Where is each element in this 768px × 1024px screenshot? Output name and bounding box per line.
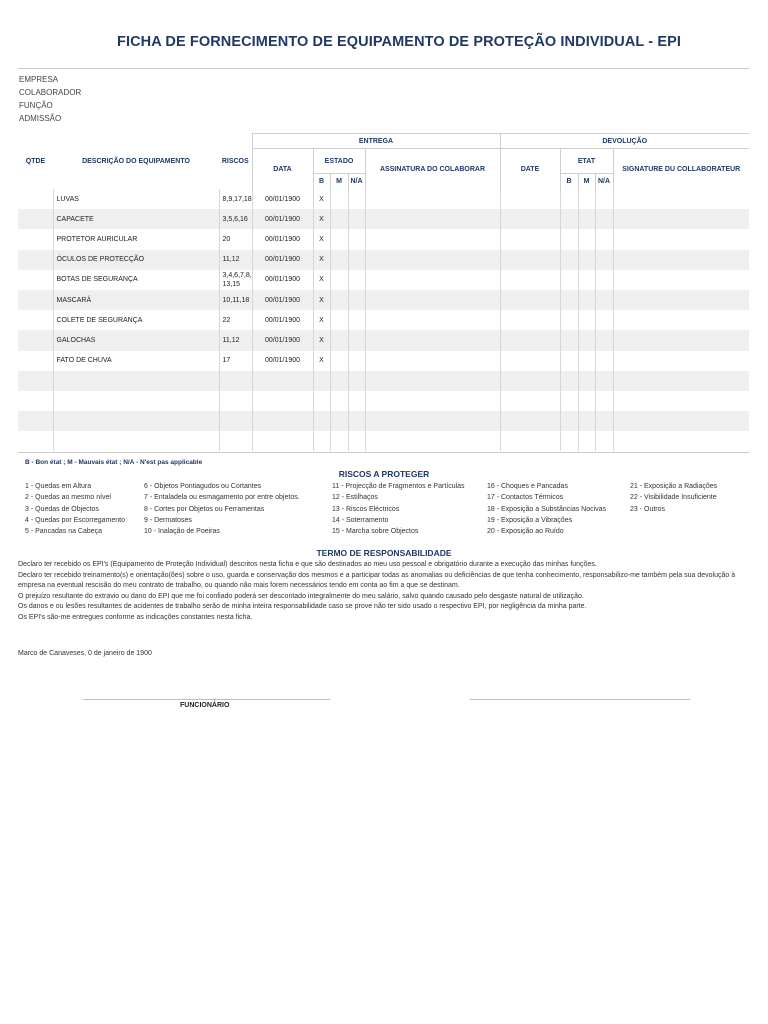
riscos-cell: 20 [219, 229, 252, 249]
estado-na-cell [348, 189, 365, 209]
page-title: FICHA DE FORNECIMENTO DE EQUIPAMENTO DE PROTEÇÃO INDIVIDUAL - EPI [117, 34, 681, 50]
descricao-cell [53, 371, 219, 391]
etat-b-cell [560, 250, 578, 270]
estado-m-cell [330, 411, 348, 431]
etat-na-cell [595, 351, 613, 371]
qtde-cell [18, 250, 53, 270]
col-header-etat: ETAT [560, 149, 613, 174]
etat-na-cell [595, 189, 613, 209]
colaborador-label: COLABORADOR [19, 88, 82, 97]
estado-m-cell [330, 310, 348, 330]
termo-paragraph: Os danos e ou lesões resultantes de acidentes de trabalho serão de minha inteira responsabilidade caso se prove não ter sido usado o respectivo EPI, por negligência da minha parte. [18, 603, 587, 610]
etat-b-cell [560, 371, 578, 391]
descricao-cell [53, 391, 219, 411]
termo-paragraph: Os EPI's são-me entregues conforme as indicações constantes nesta ficha. [18, 613, 253, 621]
table-row [18, 310, 749, 330]
col-header-qtde: QTDE [18, 134, 53, 190]
date-cell [500, 371, 560, 391]
descricao-cell: COLETE DE SEGURANÇA [53, 310, 219, 330]
data-cell: 00/01/1900 [252, 189, 313, 209]
col-header-riscos: RISCOS [219, 134, 252, 190]
estado-m-cell [330, 431, 348, 451]
estado-na-cell [348, 250, 365, 270]
riscos-column [630, 481, 717, 515]
estado-na-cell [348, 209, 365, 229]
etat-na-cell [595, 411, 613, 431]
qtde-cell [18, 371, 53, 391]
riscos-cell: 3,4,6,7,8, 13,15 [219, 270, 252, 290]
estado-m-cell [330, 371, 348, 391]
etat-m-cell [578, 310, 595, 330]
data-cell: 00/01/1900 [252, 209, 313, 229]
estado-na-cell [348, 411, 365, 431]
estado-m-cell [330, 290, 348, 310]
riscos-cell: 3,5,6,16 [219, 209, 252, 229]
etat-m-cell [578, 189, 595, 209]
qtde-cell [18, 330, 53, 350]
etat-na-cell [595, 431, 613, 451]
termo-paragraph: O prejuízo resultante do extravio ou dano do EPI que me foi confiado poderá ser descontado integralmente do meu salário, salvo quando causado pelo desgaste natural de utilização. [18, 592, 584, 600]
riscos-title: RISCOS A PROTEGER [338, 469, 430, 479]
qtde-cell [18, 351, 53, 371]
etat-b-cell [560, 229, 578, 249]
etat-na-cell [595, 229, 613, 249]
signature-label: FUNCIONÁRIO [180, 702, 230, 709]
signature-line-empresa [470, 699, 690, 700]
estado-m-cell [330, 250, 348, 270]
etat-na-cell [595, 270, 613, 290]
estado-na-cell [348, 270, 365, 290]
riscos-cell: 22 [219, 310, 252, 330]
etat-na-cell [595, 371, 613, 391]
date-cell [500, 250, 560, 270]
termo-text [18, 560, 753, 623]
signature-cell [613, 270, 749, 290]
risk-item: 6 - Objetos Pontiagudos ou Cortantes [144, 483, 262, 490]
data-cell: 00/01/1900 [252, 250, 313, 270]
etat-m-cell [578, 391, 595, 411]
estado-legend: B - Bon état ; M - Mauvais état ; N/A - N'est pas applicable [25, 459, 203, 466]
riscos-cell [219, 411, 252, 431]
signature-cell [613, 431, 749, 451]
signature-cell [613, 330, 749, 350]
riscos-column [487, 481, 606, 537]
etat-m-cell [578, 351, 595, 371]
empresa-label: EMPRESA [19, 75, 59, 84]
descricao-cell [53, 411, 219, 431]
signature-cell [613, 209, 749, 229]
date-cell [500, 411, 560, 431]
col-header-assinatura: ASSINATURA DO COLABORAR [365, 149, 500, 190]
risk-item: 17 - Contactos Térmicos [487, 494, 564, 502]
date-cell [500, 229, 560, 249]
risk-item: 9 - Dermatoses [144, 516, 192, 524]
estado-b-cell [313, 431, 330, 451]
date-cell [500, 189, 560, 209]
etat-b-cell [560, 270, 578, 290]
qtde-cell [18, 411, 53, 431]
table-row [18, 411, 749, 431]
estado-b-cell [313, 411, 330, 431]
date-cell [500, 270, 560, 290]
title-divider [18, 68, 749, 69]
data-cell: 00/01/1900 [252, 351, 313, 371]
date-cell [500, 330, 560, 350]
risk-item: 2 - Quedas ao mesmo nível [25, 494, 111, 502]
assinatura-cell [365, 229, 500, 249]
estado-na-cell [348, 229, 365, 249]
data-cell [252, 371, 313, 391]
qtde-cell [18, 229, 53, 249]
estado-na-cell [348, 290, 365, 310]
risk-item: 18 - Exposição a Substâncias Nocivas [487, 505, 607, 513]
estado-b-cell: X [313, 270, 330, 290]
riscos-cell: 8,9,17,18 [219, 189, 252, 209]
date-cell [500, 431, 560, 451]
etat-na-cell [595, 391, 613, 411]
estado-b-cell [313, 391, 330, 411]
date-cell [500, 351, 560, 371]
estado-m-cell [330, 391, 348, 411]
termo-paragraph: Declaro ter recebido os EPI's (Equipamento de Proteção Individual) descritos nesta ficha e que são destinados ao meu uso pessoal e obrigatório durante a execução das minhas funções. [18, 561, 597, 568]
table-row [18, 351, 749, 371]
qtde-cell [18, 391, 53, 411]
risk-item: 12 - Estilhaços [332, 494, 378, 502]
estado-b-cell: X [313, 290, 330, 310]
table-bottom-rule [18, 452, 749, 453]
etat-b-cell [560, 330, 578, 350]
data-cell: 00/01/1900 [252, 290, 313, 310]
table-row [18, 371, 749, 391]
etat-m-cell [578, 250, 595, 270]
col-header-etat-m: M [578, 174, 595, 190]
estado-m-cell [330, 229, 348, 249]
risk-item: 11 - Projecção de Fragmentos e Partículas [332, 483, 465, 490]
place-date: Marco de Canaveses, 0 de janeiro de 1900 [18, 650, 152, 657]
risk-item: 4 - Quedas por Escorregamento [25, 516, 125, 524]
estado-b-cell: X [313, 250, 330, 270]
termo-title: TERMO DE RESPONSABILIDADE [316, 548, 452, 558]
riscos-column [144, 481, 300, 537]
date-cell [500, 209, 560, 229]
etat-na-cell [595, 209, 613, 229]
qtde-cell [18, 189, 53, 209]
data-cell [252, 391, 313, 411]
data-cell: 00/01/1900 [252, 270, 313, 290]
assinatura-cell [365, 250, 500, 270]
table-row [18, 209, 749, 229]
risk-item: 7 - Entaladela ou esmagamento por entre objetos. [144, 494, 300, 502]
qtde-cell [18, 270, 53, 290]
signature-cell [613, 411, 749, 431]
etat-m-cell [578, 209, 595, 229]
signature-cell [613, 229, 749, 249]
table-row [18, 229, 749, 249]
riscos-cell [219, 371, 252, 391]
estado-na-cell [348, 310, 365, 330]
etat-m-cell [578, 411, 595, 431]
admissao-label: ADMISSÃO [19, 114, 62, 123]
col-header-estado-b: B [313, 174, 330, 190]
estado-na-cell [348, 351, 365, 371]
signature-cell [613, 250, 749, 270]
risk-item: 15 - Marcha sobre Objectos [332, 528, 419, 536]
descricao-cell: GALOCHAS [53, 330, 219, 350]
riscos-column [25, 481, 125, 537]
risk-item: 3 - Quedas de Objectos [25, 505, 99, 513]
risk-item: 16 - Choques e Pancadas [487, 483, 568, 490]
qtde-cell [18, 310, 53, 330]
table-row [18, 189, 749, 209]
etat-b-cell [560, 290, 578, 310]
risk-item: 14 - Soterramento [332, 516, 389, 524]
qtde-cell [18, 209, 53, 229]
table-row [18, 270, 749, 290]
termo-paragraph: Declaro ter recebido treinamento(s) e orientação(ões) sobre o uso, guarda e conservação dos mesmos e a participar todas as anomalias ou deficiências de que tenha conhecimento, responsabilizo-me também pela sua devolução à empresa na eventual rescisão do meu contrato de trabalho, ou quando não mais forem necessários tendo em conta ao fim a que se destinam. [18, 571, 736, 589]
table-row [18, 391, 749, 411]
descricao-cell: LUVAS [53, 189, 219, 209]
descricao-cell [53, 431, 219, 451]
etat-b-cell [560, 189, 578, 209]
col-header-estado-na: N/A [348, 174, 365, 190]
estado-na-cell [348, 371, 365, 391]
etat-na-cell [595, 330, 613, 350]
estado-na-cell [348, 431, 365, 451]
risk-item: 23 - Outros [630, 505, 666, 513]
qtde-cell [18, 290, 53, 310]
data-cell: 00/01/1900 [252, 330, 313, 350]
col-header-estado-m: M [330, 174, 348, 190]
etat-na-cell [595, 290, 613, 310]
col-header-data: DATA [252, 149, 313, 190]
assinatura-cell [365, 310, 500, 330]
table-row [18, 290, 749, 310]
estado-m-cell [330, 351, 348, 371]
risk-item: 19 - Exposição a Vibrações [487, 516, 573, 524]
epi-table [18, 133, 749, 451]
signature-cell [613, 310, 749, 330]
table-row [18, 330, 749, 350]
estado-b-cell: X [313, 209, 330, 229]
entrega-header: ENTREGA [252, 134, 500, 149]
data-cell [252, 431, 313, 451]
descricao-cell: CAPACETE [53, 209, 219, 229]
estado-na-cell [348, 391, 365, 411]
devolucao-header: DEVOLUÇÃO [500, 134, 749, 149]
signature-cell [613, 371, 749, 391]
col-header-estado: ESTADO [313, 149, 365, 174]
signature-cell [613, 290, 749, 310]
assinatura-cell [365, 371, 500, 391]
riscos-cell: 17 [219, 351, 252, 371]
risk-item: 8 - Cortes por Objetos ou Ferramentas [144, 505, 265, 513]
signature-cell [613, 189, 749, 209]
estado-b-cell: X [313, 310, 330, 330]
assinatura-cell [365, 411, 500, 431]
estado-m-cell [330, 270, 348, 290]
risk-item: 1 - Quedas em Altura [25, 483, 92, 490]
estado-m-cell [330, 189, 348, 209]
etat-m-cell [578, 330, 595, 350]
col-header-date: DATE [500, 149, 560, 190]
assinatura-cell [365, 431, 500, 451]
estado-m-cell [330, 209, 348, 229]
etat-m-cell [578, 371, 595, 391]
assinatura-cell [365, 270, 500, 290]
etat-b-cell [560, 209, 578, 229]
riscos-cell [219, 391, 252, 411]
assinatura-cell [365, 330, 500, 350]
signature-cell [613, 351, 749, 371]
table-row [18, 250, 749, 270]
assinatura-cell [365, 391, 500, 411]
descricao-cell: MASCARÁ [53, 290, 219, 310]
signature-cell [613, 391, 749, 411]
estado-b-cell: X [313, 351, 330, 371]
riscos-cell: 10,11,18 [219, 290, 252, 310]
signature-line-funcionario [83, 699, 330, 700]
riscos-cell [219, 431, 252, 451]
estado-m-cell [330, 330, 348, 350]
risk-item: 20 - Exposição ao Ruído [487, 528, 564, 536]
assinatura-cell [365, 189, 500, 209]
descricao-cell: BOTAS DE SEGURANÇA [53, 270, 219, 290]
risk-item: 21 - Exposição a Radiações [630, 483, 718, 490]
assinatura-cell [365, 209, 500, 229]
descricao-cell: FATO DE CHUVA [53, 351, 219, 371]
etat-m-cell [578, 229, 595, 249]
assinatura-cell [365, 290, 500, 310]
etat-b-cell [560, 391, 578, 411]
risk-item: 10 - Inalação de Poeiras [144, 528, 220, 536]
etat-m-cell [578, 290, 595, 310]
col-header-etat-b: B [560, 174, 578, 190]
col-header-etat-na: N/A [595, 174, 613, 190]
qtde-cell [18, 431, 53, 451]
data-cell: 00/01/1900 [252, 310, 313, 330]
etat-b-cell [560, 411, 578, 431]
riscos-column [332, 481, 465, 537]
etat-na-cell [595, 250, 613, 270]
data-cell [252, 411, 313, 431]
etat-b-cell [560, 310, 578, 330]
col-header-descricao: DESCRIÇÃO DO EQUIPAMENTO [53, 134, 219, 190]
risk-item: 13 - Riscos Eléctricos [332, 505, 400, 513]
etat-b-cell [560, 351, 578, 371]
estado-na-cell [348, 330, 365, 350]
estado-b-cell [313, 371, 330, 391]
etat-b-cell [560, 431, 578, 451]
riscos-cell: 11,12 [219, 250, 252, 270]
estado-b-cell: X [313, 330, 330, 350]
date-cell [500, 290, 560, 310]
date-cell [500, 391, 560, 411]
data-cell: 00/01/1900 [252, 229, 313, 249]
table-row [18, 431, 749, 451]
etat-na-cell [595, 310, 613, 330]
descricao-cell: PROTETOR AURICULAR [53, 229, 219, 249]
funcao-label: FUNÇÃO [19, 101, 53, 110]
risk-item: 5 - Pancadas na Cabeça [25, 528, 103, 536]
riscos-cell: 11,12 [219, 330, 252, 350]
estado-b-cell: X [313, 229, 330, 249]
etat-m-cell [578, 431, 595, 451]
descricao-cell: ÓCULOS DE PROTECÇÃO [53, 250, 219, 270]
risk-item: 22 - Visibilidade Insuficiente [630, 494, 717, 502]
date-cell [500, 310, 560, 330]
estado-b-cell: X [313, 189, 330, 209]
etat-m-cell [578, 270, 595, 290]
assinatura-cell [365, 351, 500, 371]
col-header-signature: SIGNATURE DU COLLABORATEUR [613, 149, 749, 190]
